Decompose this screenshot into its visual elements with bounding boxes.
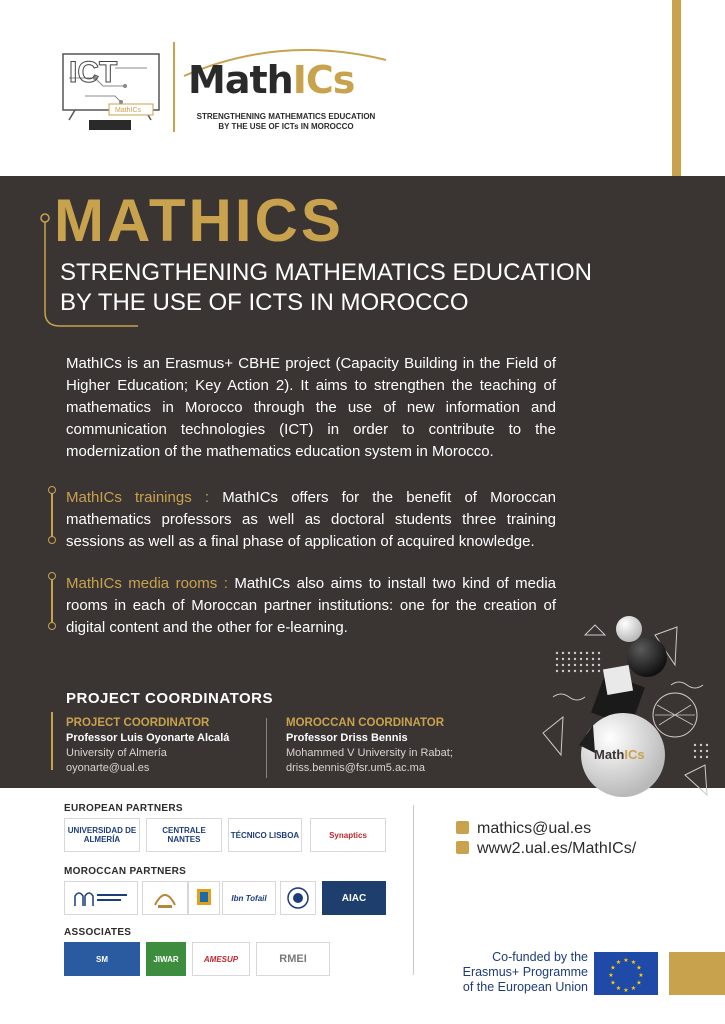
contact-website-text[interactable]: www2.ual.es/MathICs/	[477, 840, 637, 857]
moroccan-coordinator	[286, 716, 453, 776]
university-seal-icon	[286, 886, 310, 910]
svg-text:★: ★	[623, 987, 629, 994]
project-coordinator	[66, 716, 229, 776]
svg-text:★: ★	[638, 972, 644, 979]
bullet-text: MathICs offers for the benefit of Moroccan mathematics professors as well as doctoral students three training sessions as well as a final phase of application of acquired knowledge.	[66, 489, 556, 550]
partner-logo: CENTRALE NANTES	[146, 818, 222, 852]
globe-icon	[456, 841, 469, 854]
associate-logo: RMEI	[256, 942, 330, 976]
ict-logo	[55, 48, 165, 138]
associate-logo: JIWAR	[146, 942, 186, 976]
brand-math: Math	[188, 58, 293, 102]
bullet-dot	[48, 622, 56, 630]
gold-accent-bar	[672, 0, 681, 186]
bullet-title: MathICs trainings :	[66, 489, 210, 506]
bullet-title: MathICs media rooms :	[66, 575, 228, 592]
logo-divider	[173, 42, 175, 132]
brand-subtitle	[186, 112, 386, 132]
cofund-line-1: Co-funded by the	[492, 950, 588, 964]
cofunded-statement	[448, 950, 588, 995]
european-partners-title: EUROPEAN PARTNERS	[64, 803, 183, 814]
subtitle-line-2: BY THE USE OF ICTS IN MOROCCO	[60, 289, 469, 316]
cofund-line-2: Erasmus+ Programme	[462, 965, 588, 979]
contact-website[interactable]	[456, 840, 636, 858]
svg-text:★: ★	[630, 985, 637, 992]
ict-logo-tag: MathICs	[115, 107, 142, 114]
mathics-brand	[188, 58, 354, 102]
eu-flag-icon	[594, 952, 658, 995]
associate-logo: SM	[64, 942, 140, 976]
intro-paragraph: MathICs is an Erasmus+ CBHE project (Capacity Building in the Field of Higher Education; Key Action 2). It aims to strengthen the teaching of mathematics in Morocco through the use of new information and communication technologies (ICT) in order to contribute to the modernization of the mathematics education system in Morocco.	[66, 355, 556, 460]
associate-logo: AMESUP	[192, 942, 250, 976]
page-subtitle	[60, 258, 600, 318]
bullet-line	[51, 490, 53, 540]
associates-title: ASSOCIATES	[64, 927, 132, 938]
ict-logo-text: ICT	[69, 56, 118, 89]
partner-logo	[188, 881, 220, 915]
partner-logo: UNIVERSIDAD DE ALMERÍA	[64, 818, 140, 852]
bullet-media-rooms	[66, 573, 556, 639]
footer-divider	[413, 805, 414, 975]
brand-ics: ICs	[292, 58, 355, 102]
bullet-dot	[48, 486, 56, 494]
sphere-label-ics: ICs	[624, 747, 645, 762]
coordinator-divider	[266, 718, 267, 778]
brand-subtitle-line-1: STRENGTHENING MATHEMATICS EDUCATION	[196, 112, 376, 121]
partner-logo	[64, 881, 138, 915]
geometric-spheres-illustration	[535, 605, 725, 800]
page-title: MATHICS	[54, 187, 344, 254]
svg-text:★: ★	[623, 957, 629, 964]
university-emblem-icon	[71, 888, 131, 908]
coordinators-heading: PROJECT COORDINATORS	[66, 690, 273, 707]
university-emblem-icon	[150, 885, 180, 911]
svg-text:★: ★	[630, 959, 637, 966]
coordinator-email[interactable]: oyonarte@ual.es	[66, 762, 150, 774]
university-emblem-icon	[194, 886, 214, 910]
partner-logo	[142, 881, 188, 915]
bullet-dot	[48, 572, 56, 580]
cofund-line-3: of the European Union	[462, 980, 588, 994]
svg-text:★: ★	[615, 959, 622, 966]
coordinator-email[interactable]: driss.bennis@fsr.um5.ac.ma	[286, 762, 425, 774]
subtitle-line-1: STRENGTHENING MATHEMATICS EDUCATION	[60, 259, 593, 286]
coordinator-role: PROJECT COORDINATOR	[66, 717, 210, 729]
sphere-label-math: Math	[594, 747, 625, 762]
gold-accent-block	[669, 952, 725, 995]
moroccan-partners-title: MOROCCAN PARTNERS	[64, 866, 187, 877]
sphere-brand-label	[594, 747, 645, 762]
coordinators-accent-line	[51, 712, 53, 770]
brand-subtitle-line-2: BY THE USE OF ICTs IN MOROCCO	[218, 122, 354, 131]
coordinator-role: MOROCCAN COORDINATOR	[286, 717, 445, 729]
partner-logo: Synaptics	[310, 818, 386, 852]
contact-email-text[interactable]: mathics@ual.es	[477, 820, 592, 837]
partner-logo: Ibn Tofail	[222, 881, 276, 915]
coordinator-institution: Mohammed V University in Rabat;	[286, 747, 453, 759]
coordinator-name: Professor Luis Oyonarte Alcalá	[66, 732, 230, 744]
coordinator-institution: University of Almería	[66, 747, 167, 759]
partner-logo: AIAC	[322, 881, 386, 915]
bullet-dot	[48, 536, 56, 544]
svg-text:★: ★	[608, 972, 614, 979]
svg-text:★: ★	[615, 985, 622, 992]
email-icon	[456, 821, 469, 834]
svg-text:★: ★	[610, 964, 616, 972]
svg-text:★: ★	[636, 964, 642, 972]
bullet-line	[51, 576, 53, 626]
svg-text:★: ★	[610, 979, 616, 987]
partner-logo	[280, 881, 316, 915]
bullet-trainings	[66, 487, 556, 553]
coordinator-name: Professor Driss Bennis	[286, 732, 408, 744]
partner-logo: TÉCNICO LISBOA	[228, 818, 302, 852]
bullet-text: MathICs also aims to install two kind of media rooms in each of Moroccan partner institutions: one for the creation of digital content and the other for e-learning.	[66, 575, 557, 636]
contact-email[interactable]	[456, 820, 591, 838]
svg-text:★: ★	[636, 979, 642, 987]
